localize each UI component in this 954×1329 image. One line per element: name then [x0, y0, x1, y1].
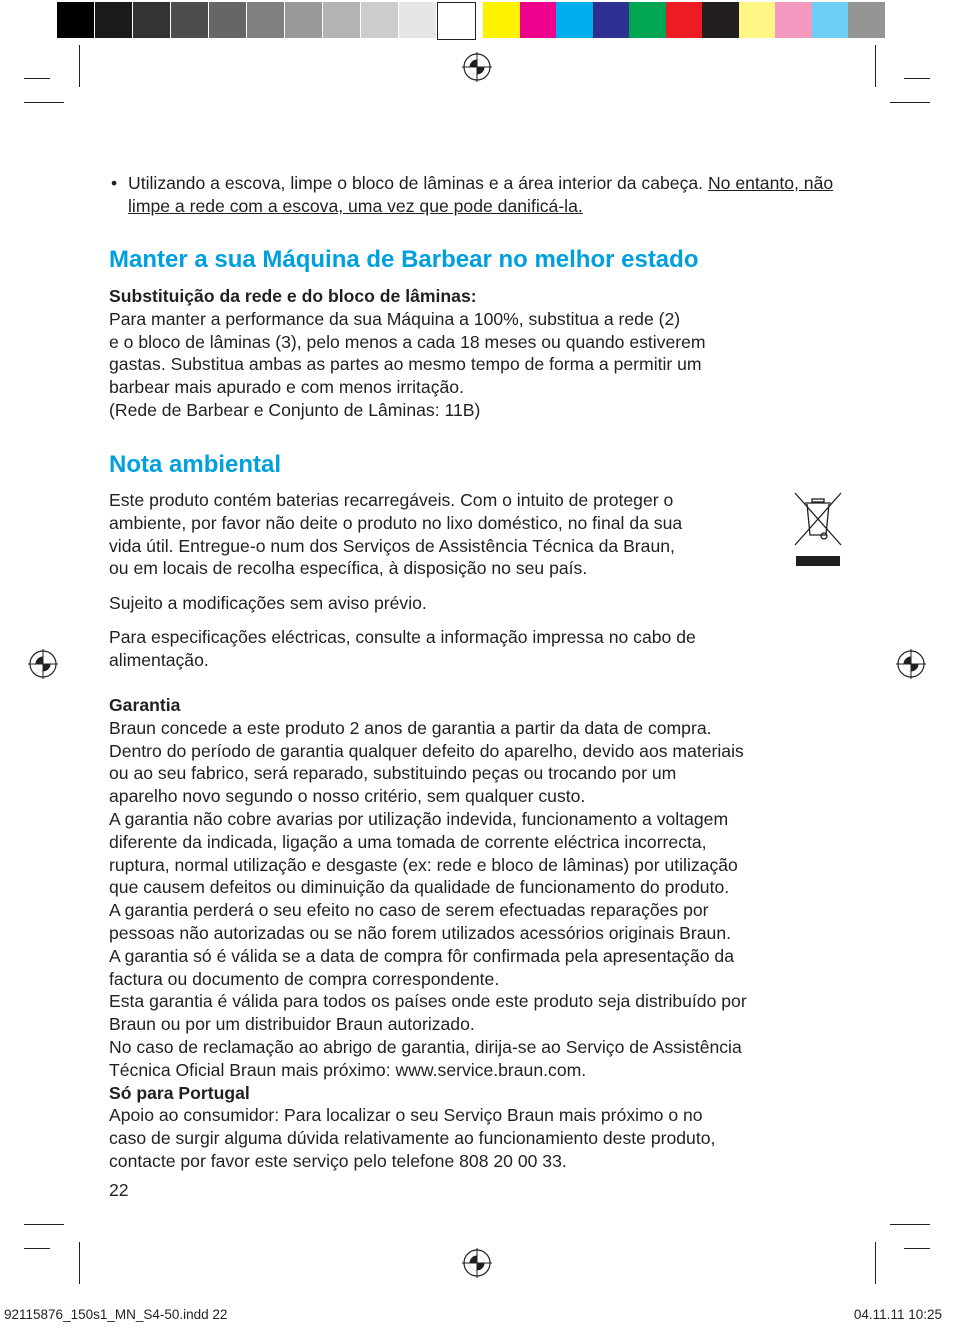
gray-swatch — [57, 2, 95, 38]
registration-mark-icon — [896, 649, 926, 679]
gray-swatch — [247, 2, 285, 38]
color-swatch — [629, 2, 666, 38]
environment-heading: Nota ambiental — [109, 451, 282, 478]
warranty-line: Dentro do período de garantia qualquer defeito do aparelho, devido aos materiais — [109, 740, 744, 761]
gray-swatch — [171, 2, 209, 38]
gray-swatch — [133, 2, 171, 38]
crop-mark — [904, 1248, 930, 1249]
footer-file: 92115876_150s1_MN_S4-50.indd 22 — [4, 1307, 228, 1322]
warranty-line: Esta garantia é válida para todos os países onde este produto seja distribuído por — [109, 991, 747, 1012]
color-calibration-bar — [483, 2, 885, 38]
warranty-line: ou ao seu fabrico, será reparado, substituindo peças ou trocando por um — [109, 763, 677, 784]
crop-mark — [79, 45, 80, 87]
crop-mark — [24, 78, 50, 79]
cleaning-bullet — [128, 172, 838, 218]
portugal-line: contacte por favor este serviço pelo telefone 808 20 00 33. — [109, 1150, 567, 1171]
body-line: Para manter a performance da sua Máquina a 100%, substitua a rede (2) — [109, 308, 681, 329]
warranty-line: diferente da indicada, ligação a uma tomada de corrente eléctrica incorrecta, — [109, 831, 707, 852]
gray-swatch — [437, 2, 476, 40]
color-swatch — [593, 2, 630, 38]
body-line: alimentação. — [109, 649, 209, 670]
body-line: (Rede de Barbear e Conjunto de Lâminas: 11B) — [109, 399, 481, 420]
warranty-title: Garantia — [109, 695, 181, 715]
body-line: vida útil. Entregue-o num dos Serviços de Assistência Técnica da Braun, — [109, 535, 675, 556]
crop-mark — [24, 1224, 64, 1225]
body-line: Para especificações eléctricas, consulte a informação impressa no cabo de — [109, 627, 696, 647]
bullet-dot: • — [111, 173, 118, 193]
color-swatch — [848, 2, 885, 38]
registration-mark-icon — [462, 52, 492, 82]
body-line: e o bloco de lâminas (3), pelo menos a cada 18 meses ou quando estiverem — [109, 331, 706, 352]
warranty-line: pessoas não autorizadas ou se não forem utilizados acessórios originais Braun. — [109, 922, 732, 943]
environment-body — [109, 489, 789, 580]
gray-swatch — [95, 2, 133, 38]
crop-mark — [875, 1242, 876, 1284]
footer-date: 04.11.11 10:25 — [853, 1307, 942, 1322]
portugal-line: caso de surgir alguma dúvida relativamente ao funcionamiento deste produto, — [109, 1128, 716, 1149]
crop-mark — [24, 102, 64, 103]
color-swatch — [739, 2, 776, 38]
warranty-section — [109, 694, 859, 1173]
warranty-line: A garantia perderá o seu efeito no caso de serem efectuadas reparações por — [109, 900, 709, 921]
replacement-subheading: Substituição da rede e do bloco de lâminas: — [109, 286, 477, 306]
registration-mark-icon — [462, 1248, 492, 1278]
crop-mark — [890, 102, 930, 103]
gray-swatch — [399, 2, 437, 38]
portugal-line: Apoio ao consumidor: Para localizar o seu Serviço Braun mais próximo o no — [109, 1105, 703, 1126]
warranty-line: ruptura, normal utilização e desgaste (ex: rede e bloco de lâminas) por utilização — [109, 854, 738, 875]
notice-line: Sujeito a modificações sem aviso prévio. — [109, 593, 427, 613]
gray-swatch — [323, 2, 361, 38]
maintenance-body — [109, 285, 849, 422]
maintenance-heading: Manter a sua Máquina de Barbear no melhor estado — [109, 246, 699, 273]
portugal-title: Só para Portugal — [109, 1082, 250, 1103]
gray-swatch — [285, 2, 323, 38]
bullet-text: Utilizando a escova, limpe o bloco de lâminas e a área interior da cabeça. — [128, 173, 708, 193]
warranty-line: A garantia não cobre avarias por utilização indevida, funcionamento a voltagem — [109, 808, 729, 829]
color-swatch — [812, 2, 849, 38]
gray-swatch — [209, 2, 247, 38]
warranty-line: factura ou documento de compra correspondente. — [109, 968, 500, 989]
crop-mark — [890, 1224, 930, 1225]
warranty-line: que causem defeitos ou diminuição da qualidade de funcionamento do produto. — [109, 877, 730, 898]
warranty-line: aparelho novo segundo o nosso critério, sem qualquer custo. — [109, 786, 586, 807]
warranty-line: No caso de reclamação ao abrigo de garantia, dirija-se ao Serviço de Assistência — [109, 1036, 742, 1057]
crossed-out-wheelie-bin-icon — [792, 490, 844, 568]
warranty-line: Braun concede a este produto 2 anos de garantia a partir da data de compra. — [109, 717, 712, 738]
crop-mark — [904, 78, 930, 79]
color-swatch — [483, 2, 520, 38]
color-swatch — [666, 2, 703, 38]
bullet-warning: No entanto, não limpe a rede com a escova, uma vez que pode danificá-la. — [128, 173, 834, 216]
crop-mark — [875, 45, 876, 87]
registration-mark-icon — [28, 649, 58, 679]
page-number: 22 — [109, 1180, 129, 1200]
grayscale-calibration-bar — [57, 2, 476, 38]
body-line: ambiente, por favor não deite o produto no lixo doméstico, no final da sua — [109, 512, 683, 533]
crop-mark — [79, 1242, 80, 1284]
gray-swatch — [361, 2, 399, 38]
warranty-line: Braun ou por um distribuidor Braun autorizado. — [109, 1014, 475, 1035]
warranty-line: Técnica Oficial Braun mais próximo: www.service.braun.com. — [109, 1059, 587, 1080]
body-line: gastas. Substitua ambas as partes ao mesmo tempo de forma a permitir um — [109, 354, 702, 375]
body-line: Este produto contém baterias recarregáveis. Com o intuito de proteger o — [109, 490, 674, 510]
color-swatch — [702, 2, 739, 38]
color-swatch — [775, 2, 812, 38]
electrical-note — [109, 626, 849, 672]
crop-mark — [24, 1248, 50, 1249]
body-line: barbear mais apurado e com menos irritação. — [109, 377, 464, 398]
color-swatch — [520, 2, 557, 38]
body-line: ou em locais de recolha específica, à disposição no seu país. — [109, 558, 588, 579]
warranty-line: A garantia só é válida se a data de compra fôr confirmada pela apresentação da — [109, 945, 734, 966]
color-swatch — [556, 2, 593, 38]
